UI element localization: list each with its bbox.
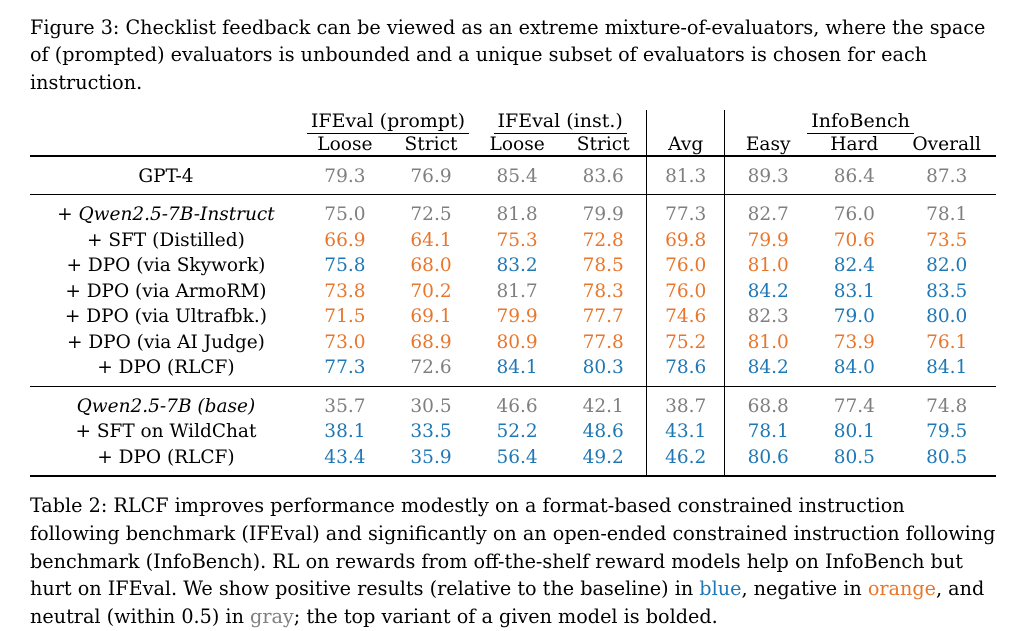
- cell-value: 77.7: [582, 306, 624, 328]
- table-2-caption: [30, 492, 996, 630]
- caption-part-1: Table 2: RLCF improves performance modestly on a format-based constrained instruction following benchmark (IFEval) and significantly on an open-ended constrained instruction following benchmark (InfoBench). RL on rewards from off-the-shelf reward models help on InfoBench but hurt on IFEval. We show positive results (relative to the baseline) in: [30, 494, 996, 601]
- rule-mid-1: [30, 195, 996, 203]
- cell-value: 43.4: [324, 446, 366, 468]
- cell-value: 35.9: [410, 446, 452, 468]
- cell-value: 80.5: [833, 446, 875, 468]
- row-label: GPT-4: [138, 165, 194, 187]
- cell-value: 83.1: [833, 280, 875, 302]
- cell-value: 79.9: [496, 306, 538, 328]
- cell-value: 79.9: [725, 228, 812, 254]
- cell-value: 75.8: [324, 255, 366, 277]
- cell-value: 73.0: [324, 331, 366, 353]
- cell-value: 76.1: [926, 331, 968, 353]
- cell-value: 49.2: [582, 446, 624, 468]
- cell-value: 70.2: [410, 280, 452, 302]
- cell-value: 79.0: [833, 306, 875, 328]
- cell-value: 81.0: [725, 330, 812, 356]
- cell-value: 82.4: [833, 255, 875, 277]
- table-row: [30, 304, 996, 330]
- cell-value: 78.5: [582, 255, 624, 277]
- cell-value: 82.7: [725, 202, 812, 228]
- table-row: [30, 164, 996, 190]
- cell-value: 80.0: [926, 306, 968, 328]
- cell-value: 72.8: [582, 229, 624, 251]
- cell-value: 83.2: [496, 255, 538, 277]
- cell-value: 52.2: [496, 421, 538, 443]
- cell-value: 86.4: [833, 165, 875, 187]
- cell-value: 78.1: [926, 204, 968, 226]
- row-label: + DPO (via Ultrafbk.): [64, 306, 267, 328]
- cell-value: 77.8: [582, 331, 624, 353]
- group-header-infobench: InfoBench: [725, 110, 996, 134]
- cell-value: 68.0: [410, 255, 452, 277]
- caption-part-4: ; the top variant of a given model is bolded.: [293, 604, 718, 628]
- cell-value: 69.1: [410, 306, 452, 328]
- table-row: [30, 279, 996, 305]
- table-row: [30, 202, 996, 228]
- row-label: + SFT on WildChat: [75, 421, 257, 443]
- cell-value: 80.5: [926, 446, 968, 468]
- cell-value: 71.5: [324, 306, 366, 328]
- cell-value: 77.4: [833, 395, 875, 417]
- cell-value: 83.5: [926, 280, 968, 302]
- cell-value: 82.3: [725, 304, 812, 330]
- table-row: [30, 253, 996, 279]
- cell-value: 84.1: [926, 357, 968, 379]
- table-row: [30, 330, 996, 356]
- cell-value: 76.9: [410, 165, 452, 187]
- cell-value: 73.9: [833, 331, 875, 353]
- cell-value: 75.3: [496, 229, 538, 251]
- cell-value: 89.3: [725, 164, 812, 190]
- caption-part-3: , and neutral (within 0.5) in: [30, 577, 985, 628]
- row-label: + DPO (RLCF): [97, 446, 235, 468]
- results-table: [30, 110, 996, 478]
- cell-value: 76.0: [647, 279, 725, 305]
- cell-value: 83.6: [582, 165, 624, 187]
- cell-value: 80.9: [496, 331, 538, 353]
- cell-value: 56.4: [496, 446, 538, 468]
- table-row: [30, 394, 996, 420]
- cell-value: 74.8: [926, 395, 968, 417]
- cell-value: 80.3: [582, 357, 624, 379]
- cell-value: 77.3: [324, 357, 366, 379]
- column-header-infobench-easy: Easy: [725, 134, 812, 156]
- rule-bottom: [30, 476, 996, 477]
- cell-value: 78.6: [647, 355, 725, 381]
- caption-orange-word: orange: [867, 577, 936, 601]
- rule-top: [30, 156, 996, 164]
- cell-value: 87.3: [926, 165, 968, 187]
- cell-value: 30.5: [410, 395, 452, 417]
- cell-value: 68.9: [410, 331, 452, 353]
- cell-value: 79.9: [582, 204, 624, 226]
- cell-value: 77.3: [647, 202, 725, 228]
- cell-value: 42.1: [582, 395, 624, 417]
- cell-value: 81.3: [647, 164, 725, 190]
- column-header-infobench-hard: Hard: [830, 133, 879, 155]
- cell-value: 73.8: [324, 280, 366, 302]
- cell-value: 43.1: [647, 419, 725, 445]
- row-label: + DPO (via ArmoRM): [65, 280, 267, 302]
- column-header-ifeval-prompt-loose: Loose: [317, 133, 373, 155]
- table-row: [30, 445, 996, 471]
- cell-value: 81.8: [496, 204, 538, 226]
- table-column-header-row: [30, 134, 996, 156]
- cell-value: 84.0: [833, 357, 875, 379]
- cell-value: 79.5: [926, 421, 968, 443]
- cell-value: 82.0: [926, 255, 968, 277]
- table-row: [30, 419, 996, 445]
- column-header-avg: Avg: [647, 134, 725, 156]
- cell-value: 66.9: [324, 229, 366, 251]
- group-header-avg-spacer: [647, 110, 725, 134]
- column-header-ifeval-inst-loose: Loose: [489, 133, 545, 155]
- cell-value: 84.1: [496, 357, 538, 379]
- column-header-infobench-overall: Overall: [912, 133, 981, 155]
- row-label: + Qwen2.5-7B-Instruct: [57, 204, 275, 226]
- cell-value: 76.0: [833, 204, 875, 226]
- rule-mid-2: [30, 386, 996, 394]
- cell-value: 75.2: [647, 330, 725, 356]
- cell-value: 84.2: [725, 355, 812, 381]
- row-label: + DPO (RLCF): [97, 357, 235, 379]
- cell-value: 78.1: [725, 419, 812, 445]
- group-header-ifeval-prompt: IFEval (prompt): [302, 110, 474, 134]
- cell-value: 48.6: [582, 421, 624, 443]
- cell-value: 76.0: [647, 253, 725, 279]
- row-label: + DPO (via AI Judge): [66, 331, 265, 353]
- cell-value: 64.1: [410, 229, 452, 251]
- cell-value: 81.7: [496, 280, 538, 302]
- table-row: [30, 228, 996, 254]
- cell-value: 73.5: [926, 229, 968, 251]
- cell-value: 75.0: [324, 204, 366, 226]
- column-header-ifeval-prompt-strict: Strict: [404, 133, 458, 155]
- table-group-header-row: [30, 110, 996, 134]
- column-header-model: [30, 134, 302, 156]
- cell-value: 72.5: [410, 204, 452, 226]
- cell-value: 70.6: [833, 229, 875, 251]
- caption-gray-word: gray: [250, 604, 294, 628]
- row-label: + DPO (via Skywork): [66, 255, 266, 277]
- caption-part-2: , negative in: [741, 577, 868, 601]
- empty-corner: [30, 110, 302, 134]
- cell-value: 79.3: [324, 165, 366, 187]
- group-header-ifeval-inst: IFEval (inst.): [474, 110, 647, 134]
- table-row: [30, 355, 996, 381]
- cell-value: 38.1: [324, 421, 366, 443]
- row-label: + SFT (Distilled): [87, 229, 245, 251]
- figure-3-caption: Figure 3: Checklist feedback can be viewed as an extreme mixture-of-evaluators, where the space of (prompted) evaluators is unbounded and a unique subset of evaluators is chosen for each instruction.: [30, 16, 986, 94]
- cell-value: 78.3: [582, 280, 624, 302]
- cell-value: 46.2: [647, 445, 725, 471]
- cell-value: 35.7: [324, 395, 366, 417]
- cell-value: 74.6: [647, 304, 725, 330]
- table-2-wrapper: [30, 110, 996, 478]
- cell-value: 69.8: [647, 228, 725, 254]
- cell-value: 80.6: [725, 445, 812, 471]
- cell-value: 80.1: [833, 421, 875, 443]
- row-label: Qwen2.5-7B (base): [76, 395, 256, 417]
- cell-value: 38.7: [647, 394, 725, 420]
- caption-blue-word: blue: [699, 577, 742, 601]
- cell-value: 85.4: [496, 165, 538, 187]
- cell-value: 33.5: [410, 421, 452, 443]
- cell-value: 84.2: [725, 279, 812, 305]
- cell-value: 68.8: [725, 394, 812, 420]
- cell-value: 72.6: [410, 357, 452, 379]
- cell-value: 81.0: [725, 253, 812, 279]
- cell-value: 46.6: [496, 395, 538, 417]
- column-header-ifeval-inst-strict: Strict: [576, 133, 630, 155]
